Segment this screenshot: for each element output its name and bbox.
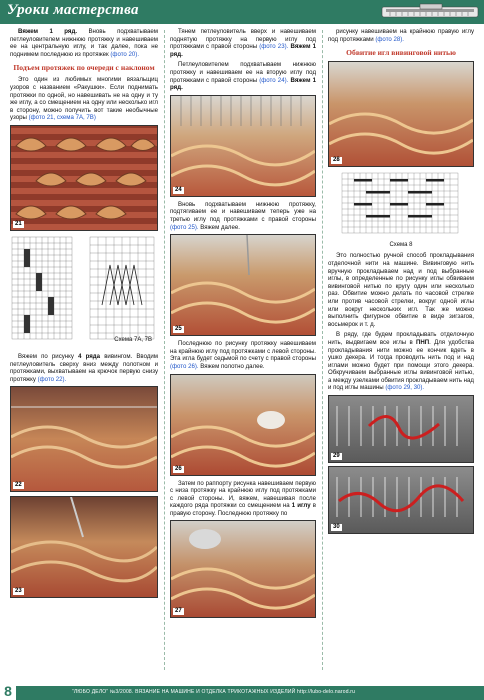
photo-number: 28 — [333, 157, 340, 164]
column-3 — [328, 28, 474, 534]
photo-number: 22 — [15, 482, 22, 489]
photo-29 — [328, 395, 474, 463]
photo-number: 29 — [333, 453, 340, 460]
photo-26 — [170, 374, 316, 476]
paragraph: Вяжем по рисунку 4 ряда вивингом. Вводим петлеуловитель сверху вниз между полотном и протяжками, выхватываем на крючок первую снизу протяжку (фото 22). — [10, 352, 158, 383]
photo-reference-link[interactable]: (фото 24). — [259, 76, 289, 84]
photo-number: 21 — [15, 220, 22, 227]
page-footer — [0, 683, 484, 700]
column-divider — [164, 30, 165, 670]
photo-number: 23 — [15, 588, 22, 595]
page-header — [0, 0, 484, 24]
chart-7a-7b — [10, 235, 158, 353]
paragraph: Затем по раппорту рисунка навешиваем первую с низа протяжку на крайнюю иглу под протяжками с левой стороны. И, вяжем, навешивая после каждого ряда протяжки со смещением на 1 иглу в правую сторону. Последнюю протяжку по — [170, 479, 316, 517]
photo-23 — [10, 496, 158, 598]
chart-8 — [328, 171, 474, 249]
shell-pattern-image — [11, 126, 157, 230]
section-title: Подъем протяжек по очереди с наклоном — [13, 63, 155, 73]
photo-22 — [10, 386, 158, 492]
photo-21 — [10, 125, 158, 231]
photo-27 — [170, 520, 316, 618]
photo-number: 24 — [175, 186, 182, 193]
paragraph: Вяжем 1 ряд. Вновь подхватываем петлеуловителем нижнюю протяжку и навешиваем ее на центральную иглу, и так далее, пока не поднимем последнюю из протяжек (фото 20). — [10, 28, 158, 58]
column-divider — [322, 30, 323, 670]
knitting-chart-image — [10, 235, 158, 341]
paragraph: Вновь подхватываем нижнюю протяжку, подтягиваем ее и навешиваем теперь уже на третью иглу под протяжками с правой стороны (фото 25). Вяжем далее. — [170, 200, 316, 231]
section-title: Обвитие игл вивинговой нитью — [346, 48, 456, 58]
photo-24 — [170, 95, 316, 197]
photo-reference-link[interactable]: (фото 26). — [170, 362, 199, 370]
paragraph: В ряду, где будем прокладывать отделочную нить, выдвигаем все иглы в ПНП. Для удобства прокладывания нити можно ее кончик вдеть в ушко декера. И тогда проводить нить под и над иглами можно будет при помощи этого декера. Обкручиваем выбранные иглы вивинговой нитью, а между узелками обвития прокладываем нить над и под иглы машины (фото 29, 30). — [328, 331, 474, 392]
photo-reference-link[interactable]: (фото 25). — [170, 223, 199, 231]
paragraph: Последнюю по рисунку протяжку навешиваем на крайнюю иглу под протяжками с левой стороны. Эта игла будет седьмой по счету с правой стороны (фото 26). Вяжем полотно далее. — [170, 340, 316, 370]
footer-text: “ЛЮБО ДЕЛО” №3/2008. ВЯЗАНИЕ НА МАШИНЕ И ОТДЕЛКА ТРИКОТАЖНЫХ ИЗДЕЛИЙ http://lubo-delo.narod.ru — [72, 689, 356, 695]
page-number: 8 — [0, 682, 16, 700]
paragraph: рисунку навешиваем на крайнюю правую иглу под протяжками (фото 28). — [328, 28, 474, 43]
photo-reference-link[interactable]: (фото 28). — [375, 35, 404, 43]
chart-caption: Схема 8 — [389, 241, 413, 248]
column-2 — [170, 28, 316, 618]
paragraph: Это полностью ручной способ прокладывания отделочной нити на машине. Вивинговую нить вручную прокладываем над и под выбранные иглы, в определенные по рисунку иглы обвиваем вивинговой нитью по кругу один или несколько раз. Обвитие можно делать по часовой стрелке или против часовой стрелки, вокруг одной иглы или вокруг нескольких игл. Так же можно выполнить фигурное обвитие в виде зигзагов, восьмерок и т. д. — [328, 252, 474, 328]
photo-reference-link[interactable]: (фото 23). — [259, 43, 289, 51]
photo-28 — [328, 61, 474, 167]
photo-number: 26 — [175, 465, 182, 472]
photo-reference-link[interactable]: (фото 20). — [110, 50, 140, 58]
photo-25 — [170, 234, 316, 336]
paragraph: Это один из любимых многими вязальщиц узоров с названием «Ракушки». Если поднимать протяжки по одной, но навешивать не на одну и ту же иглу, а со смещением на одну или несколько игл в сторону, можно получить вот такие необычные узоры (фото 21, схема 7А, 7В) — [10, 76, 158, 122]
photo-number: 30 — [333, 524, 340, 531]
photo-reference-link[interactable]: (фото 29, 30). — [385, 384, 425, 392]
photo-30 — [328, 466, 474, 534]
knitting-chart-image — [328, 171, 472, 237]
photo-number: 27 — [175, 608, 182, 615]
paragraph: Тянем петлеуловитель вверх и навешиваем поднятую протяжку на первую иглу под протяжками с правой стороны (фото 23). Вяжем 1 ряд. — [170, 28, 317, 58]
page-title: Уроки мастерства — [7, 2, 139, 18]
knitting-machine-logo — [380, 3, 480, 21]
photo-number: 25 — [175, 326, 182, 333]
paragraph: Петлеуловителем подхватываем нижнюю протяжку и навешиваем ее на вторую иглу под протяжками с правой стороны (фото 24). Вяжем 1 ряд. — [170, 61, 317, 92]
chart-caption: Схема 7А, 7В — [114, 336, 152, 343]
photo-reference-link[interactable]: (фото 21, схема 7А, 7В) — [28, 114, 96, 122]
photo-reference-link[interactable]: (фото 22). — [37, 375, 67, 383]
column-1 — [10, 28, 158, 598]
